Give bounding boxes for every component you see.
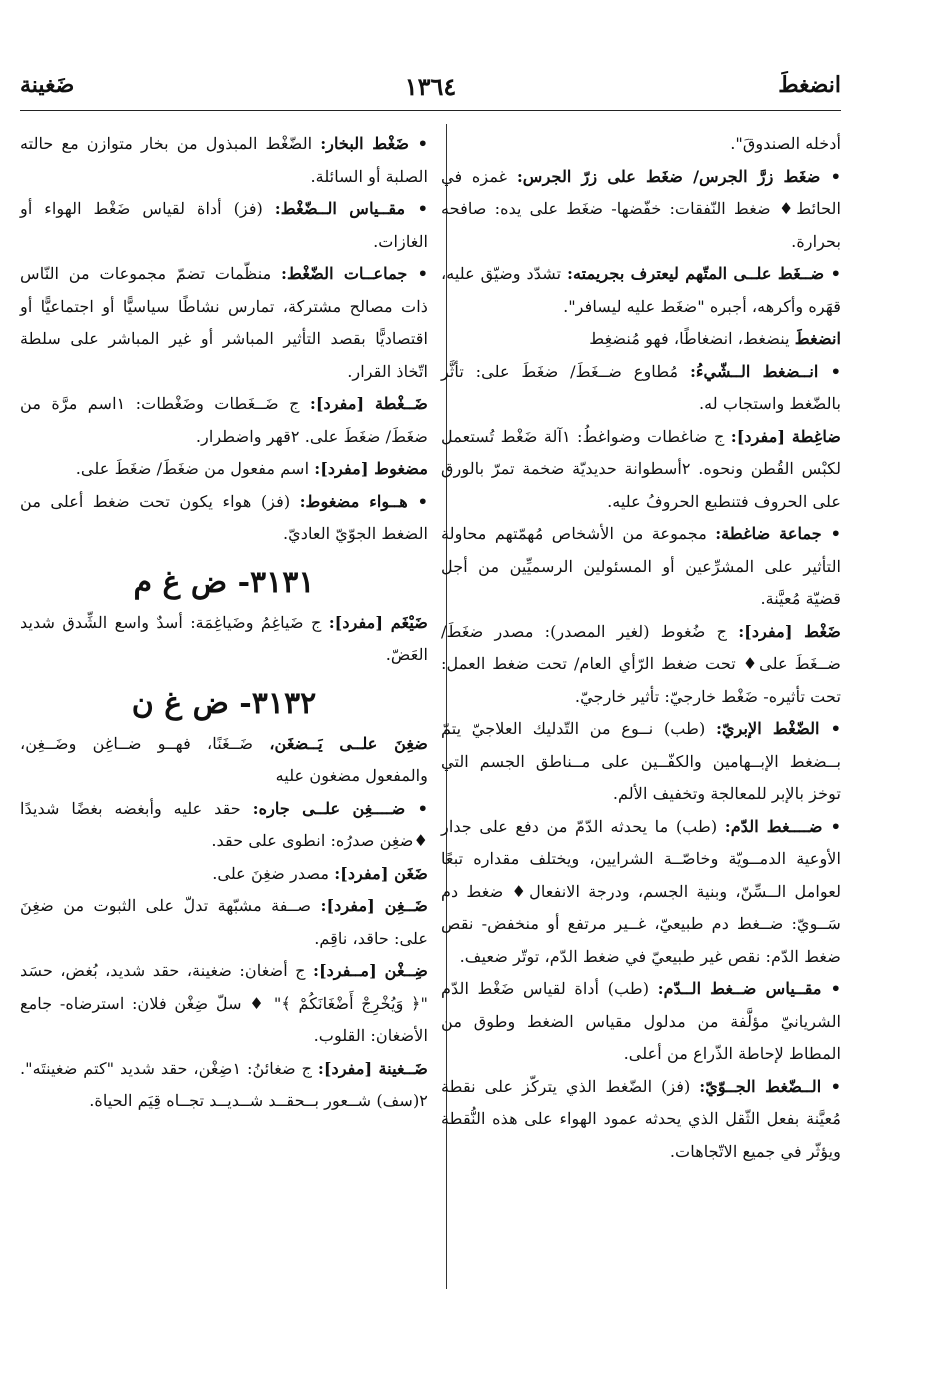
definition: ج ضَــغَطات وضَغْطات: ١اسم مرَّة من ضغَطَ/ ضغَطَ على. ٢قهر واضطرار. <box>20 394 428 446</box>
headword: • الضّغْط الإبريّ: <box>715 719 841 738</box>
headword: • ضــــغِن علــى جاره: <box>252 798 428 818</box>
definition: ج ضُغوط (لغير المصدر): مصدر ضغَطَ/ ضــغَطَ على♦ تحت ضغط الرّأي العام/ تحت ضغط العمل: تحت تأثيره- ضَغْط خارجيّ: تأثير خارجيّ. <box>441 621 841 706</box>
headword: • مقــياس ضــغط الــدّم: <box>657 979 841 998</box>
headword: ضَــغِن [مفرد]: <box>320 896 428 915</box>
headword: • ضَغْط البخار: <box>320 134 428 153</box>
headword: • مقــياس الــضّغْط: <box>274 199 428 218</box>
headword: ضَغَن [مفرد]: <box>334 863 428 883</box>
entry <box>20 128 428 193</box>
page-header <box>20 64 841 104</box>
entry <box>20 486 428 551</box>
entry <box>441 258 841 323</box>
entry <box>20 388 428 453</box>
headword: • الــضّغط الجــوّيّ: <box>699 1076 841 1096</box>
entry <box>441 713 841 811</box>
definition: منظّمات تضمّ مجموعات من النّاس ذات مصالح مشتركة، تمارس نشاطًا سياسيًّا أو اجتماعيًّا أو اقتصاديًّا بقصد التأثير المباشر أو غير المباشر على سلطة اتّخاذ القرار. <box>20 264 428 381</box>
headword: ضِــغْن [مــفرد]: <box>312 961 428 980</box>
definition: اسم مفعول من ضغَطَ/ ضغَطَ على. <box>75 459 315 478</box>
headword: انضغطَ <box>794 329 841 348</box>
headword: ضَيْغَم [مفرد]: <box>328 612 428 632</box>
definition: (فز) أداة لقياس ضَغْط الهواء أو الغازات. <box>20 199 428 251</box>
header-guide-word-last: ضَغينة <box>20 72 75 98</box>
headword: • جماعة ضاغطة: <box>715 524 842 543</box>
definition: (طب) ما يحدثه الدّمّ من دفع على جدار الأوعية الدمــويّة وخاصّــة الشرايين، ويختلف مقداره تبعًا لعوامل الــسِّنّ، وبنية الجسم، ودرجة الانفعال♦ ضغط دم سَــويّ: ضــغط دم طبيعيّ، غــير مرتفع أو منخفض- نقص ضغط الدّم: نقص غير طبيعيّ في ضغط الدّم، توتّر ضعيف. <box>441 816 841 966</box>
headword: • ضــغَط علــى المتّهم ليعترف بجريمته: <box>567 264 842 283</box>
definition: صــفة مشبّهة تدلّ على الثبوت من ضغِنَ على: حاقد، ناقِم. <box>20 896 428 948</box>
definition: ينضغط، انضغاطًا، فهو مُنضغِط <box>589 329 795 348</box>
entry <box>20 258 428 388</box>
entry <box>441 518 841 616</box>
page-number: ١٣٦٤ <box>404 72 457 101</box>
entry <box>441 973 841 1071</box>
headword: ضَــغْطة [مفرد]: <box>309 394 428 413</box>
definition: ج أضغان: ضغينة، حقد شديد، بُغض، حسَد "﴿ وَيُخْرِجْ أَضْغَانَكُمْ ﴾" ♦ سلّ ضِغْن فلان: استرضاه- جامع الأضغان: القلوب. <box>20 961 428 1045</box>
entry <box>441 356 841 421</box>
entry <box>441 811 841 974</box>
definition: ج ضغائنُ: ١ضِغْن، حقد شديد "كتم ضغينتَه". ٢(سف) شــعور بــحقــد شــديــد تجــاه قِيَم الحياة. <box>20 1058 428 1110</box>
headword: • هــواء مضغوط: <box>299 491 429 511</box>
definition: تشدّد وضيّق عليه، قهَره وأكرهه، أجبره "ضغَط عليه ليسافر". <box>441 264 841 316</box>
entry <box>20 955 428 1053</box>
entry <box>20 858 428 891</box>
entry <box>20 193 428 258</box>
left-column <box>20 128 428 1118</box>
entry <box>441 323 841 356</box>
headword: • انــضغط الــشّيءُ: <box>689 361 841 381</box>
entry <box>441 1071 841 1169</box>
entry <box>20 607 428 672</box>
definition: مصدر ضغِنَ على. <box>212 863 335 883</box>
headword: • جماعــات الضّغْط: <box>280 264 428 283</box>
entry <box>20 793 428 858</box>
root-heading: ٣١٣٢- ض غ ن <box>131 685 317 721</box>
definition: حقد عليه وأبغضه بغضًا شديدًا ♦ضغِن صدرُه: انطوى على حقد. <box>20 798 428 850</box>
definition: ج ضَياغِمُ وضَياغِمَة: أسدٌ واسع الشِّدق شديد العَضّ. <box>20 612 428 664</box>
definition: ج ضاغطات وضواغطُ: ١آلة ضَغْط تُستعمل لكبْس القُطن ونحوه. ٢أسطوانة حديديّة ضخمة تمرّ بالورق على الحروف فتنطبع الحروفُ عليه. <box>441 426 842 511</box>
headword: ضغِنَ علــى يَــضغَن، <box>269 733 428 753</box>
entry <box>20 1053 428 1118</box>
entry <box>20 890 428 955</box>
definition: (طب) أداة لقياس ضَغْط الدّم الشريانيّ مؤلَّفة من مدلول مقياس الضغط وطوق من المطاط لإحاطة الذّراع من أعلى. <box>441 979 841 1063</box>
definition: أدخله الصندوقَ". <box>730 134 841 153</box>
entry <box>20 453 428 486</box>
headword: • ضغَط زرَّ الجرس/ ضغَط على زرّ الجرس: <box>516 166 841 186</box>
entry <box>441 421 841 519</box>
header-guide-word-first: انضغطَ <box>778 72 841 98</box>
definition: غمزه في الحائط♦ ضغط النّفقات: خفّضها- ضغَط على يده: صافحه بحرارة. <box>441 166 841 251</box>
headword: • ضــــغط الدّم: <box>724 816 841 836</box>
definition: (طب) نــوع من التّدليك العلاجيّ يتمّ بــضغط الإبــهامين والكفّــين على مــناطق الجسم التي توخز بالإبر للمعالجة وتخفيف الألم. <box>441 719 841 803</box>
entry <box>441 128 841 161</box>
entry <box>20 728 428 793</box>
entry <box>441 161 841 259</box>
headword: ضاغِطة [مفرد]: <box>730 426 842 446</box>
right-column <box>441 128 841 1168</box>
entry <box>441 616 841 714</box>
headword: ضَــغينة [مفرد]: <box>317 1058 428 1078</box>
definition: مجموعة من الأشخاص مُهمّتهم محاولة التأثير على المشرِّعين أو المسئولين الرسميِّين من أجل قضيّة مُعيَّنة. <box>441 524 841 608</box>
root-heading: ٣١٣١- ض غ م <box>133 564 315 600</box>
definition: مُطاوع ضــغَطَ/ ضغَطَ على: تأثَّر بالضّغط واستجاب له. <box>441 361 841 413</box>
headword: مضغوط [مفرد]: <box>314 459 428 478</box>
definition: (فز) الضّغط الذي يتركّز على نقطة مُعيَّنة بفعل الثّقل الذي يحدثه عمود الهواء على هذه النُّقطة ويؤثّر في جميع الاتّجاهات. <box>441 1076 841 1161</box>
header-rule <box>20 110 841 111</box>
definition: الضّغْط المبذول من بخار متوازن مع حالته الصلبة أو السائلة. <box>20 134 428 186</box>
definition: ضَــغَنًا، فهــو ضــاغِن وضَــغِن، والمفعول مضغون عليه <box>20 733 428 785</box>
definition: (فز) هواء يكون تحت ضغط أعلى من الضغط الجوّيّ العاديّ. <box>20 491 428 543</box>
headword: ضَغْط [مفرد]: <box>738 621 842 641</box>
